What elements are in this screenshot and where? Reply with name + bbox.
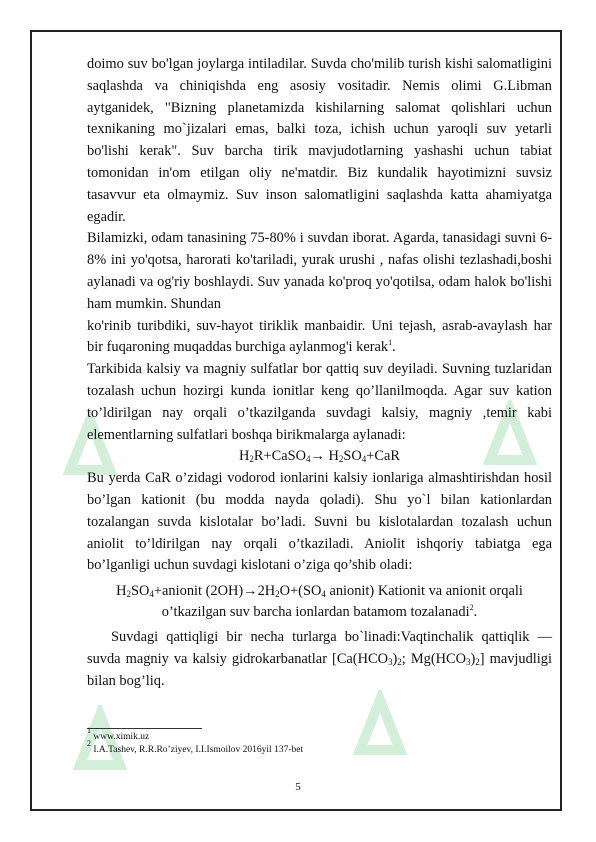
paragraph-1: doimo suv bo'lgan joylarga intiladilar. Suvda cho'milib turish kishi salomatligini saqlashda va chiniqishda eng asosiy vositadir. Nemis olimi G.Libman aytganidek, "Bizning planetamizda kishilarning salomat qolishlari uchun texnikaning mo`jizalari emas, balki toza, ichish uchun yaroqli suv yetarli bo'lishi kerak". Suv barcha tirik mavjudotlarning yashashi uchun tabiat tomonidan in'om etilgan oliy ne'matdir. Biz kundalik hayotimizni suvsiz tasavvur eta olmaymiz. Suv inson salomatligini saqlashda katta ahamiyatga egadir. — [87, 56, 552, 225]
footnotes — [87, 726, 547, 756]
footnote-ref-2[interactable]: 2 — [469, 603, 474, 613]
footnote-2: $^2$ I.A.Tashev, R.R.Ro’ziyev, I.I.Ismoilov 2016yil 137-bet — [87, 738, 304, 755]
paragraph-3: ko'rinib turibdiki, suv-hayot tiriklik manbaidir. Uni tejash, asrab-avaylash har bir fuqaroning muqaddas burchiga aylanmog'i kerak$^1$. — [87, 317, 552, 356]
equation-anion: $H_2SO_4+anionit$ $(2OH)\to 2H_2O+(SO_4$ anionit) Kationit va anionit orqali o’tkazilgan suv barcha ionlardan batamom tozalanadi$^2$. — [116, 583, 523, 621]
paragraph-2: Bilamizki, odam tanasining 75-80% i suvdan iborat. Agarda, tanasidagi suvni 6-8% ini yo'qotsa, harorati ko'tariladi, yurak urushi , nafas olishi tezlashadi,boshi aylanadi va og'riy boshlaydi. Suv yanada ko'proq yo'qotilsa, odam halok bo'lishi ham mumkin. Shundan — [87, 230, 552, 312]
footnote-divider — [87, 728, 202, 729]
paragraph-4: Tarkibida kalsiy va magniy sulfatlar bor qattiq suv deyiladi. Suvning tuzlaridan tozalash uchun hozirgi kunda ionitlar keng qo’llanilmoqda. Agar suv kation to’ldirilgan nay orqali o’tkazilganda suvdagi kalsiy, magniy ,temir kabi elementlarning sulfatlari boshqa birikmalarga aylanadi: — [87, 361, 552, 443]
paragraph-6: Suvdagi qattiqligi bir necha turlarga bo`linadi:Vaqtinchalik qattiqlik —suvda magniy va kalsiy gidrokarbanatlar [$Ca(HCO_3)_2$; $Mg(HCO_3)_2$] mavjudligi bilan bog’liq. — [87, 629, 552, 689]
main-text — [87, 54, 552, 693]
page-number: 5 — [295, 781, 301, 793]
footnote-ref-1[interactable]: 1 — [388, 338, 393, 348]
equation-cation: $H_2R+CaSO_4\to H_2SO_4+CaR$ — [238, 448, 400, 465]
paragraph-5: Bu yerda CaR o’zidagi vodorod ionlarini kalsiy ionlariga almashtirishdan hosil bo’lgan kationit (bu modda nayda qoladi). Shu yo`l bilan kationlardan tozalangan suvda kislotalar bo’ladi. Suvni bu kislotalardan tozalash uchun aniolit to’ldirilgan nay orqali o’tkaziladi. Aniolit ishqoriy tabiatga ega bo’lganligi uchun suvdagi kislotani o’ziga qo’shib oladi: — [87, 470, 552, 574]
footnote-1: $^1$ www.ximik.uz — [87, 726, 150, 742]
